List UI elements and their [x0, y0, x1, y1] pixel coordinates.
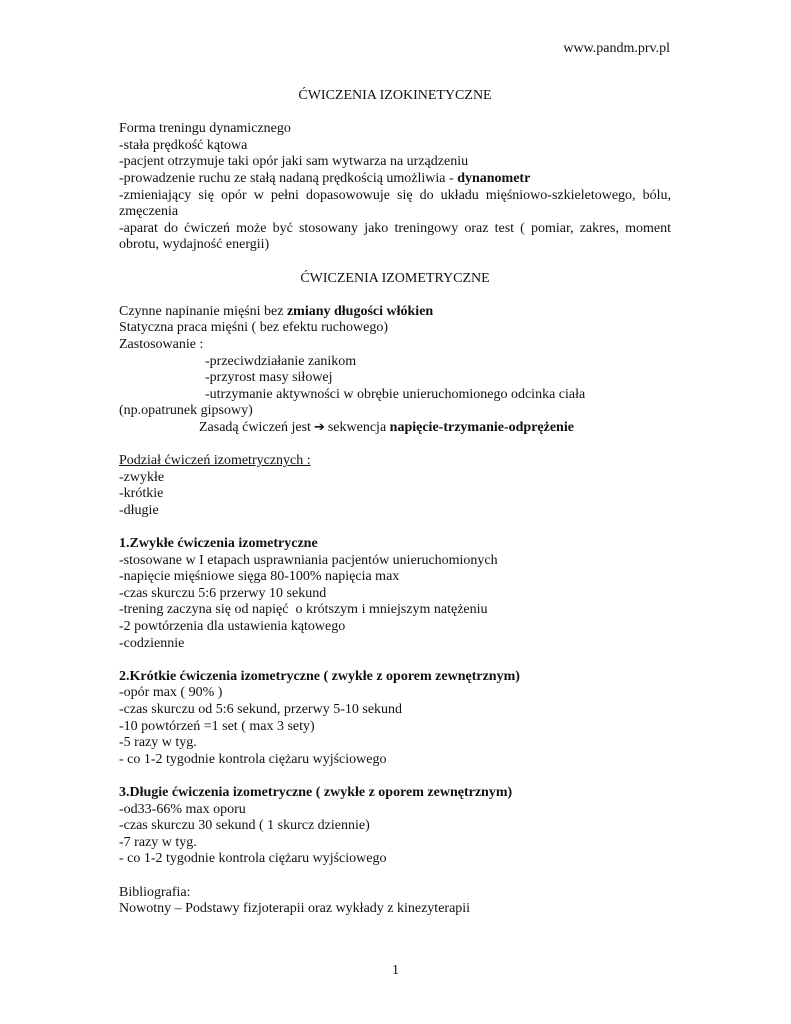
list-item: -stosowane w I etapach usprawniania pacjentów unieruchomionych	[119, 552, 498, 568]
list-item: -od33-66% max oporu	[119, 801, 246, 817]
list-item: - co 1-2 tygodnie kontrola ciężaru wyjściowego	[119, 751, 387, 767]
bold-heading: 3.Długie ćwiczenia izometryczne ( zwykłe z oporem zewnętrznym)	[119, 784, 513, 800]
text-span: Zasadą ćwiczeń jest	[199, 419, 311, 435]
block-title	[119, 785, 671, 802]
list-item: -czas skurczu 30 sekund ( 1 skurcz dziennie)	[119, 818, 370, 834]
header-url: www.pandm.prv.pl	[563, 41, 670, 56]
list-item: -krótkie	[119, 486, 164, 502]
list-item: -5 razy w tyg.	[119, 735, 197, 751]
division-title: Podział ćwiczeń izometrycznych :	[119, 453, 311, 469]
list-item: -czas skurczu od 5:6 sekund, przerwy 5-10 sekund	[119, 701, 403, 717]
text-span: -prowadzenie ruchu ze stałą nadaną prędkością umożliwia -	[119, 170, 458, 186]
use-item: -utrzymanie aktywności w obrębie unieruchomionego odcinka ciała	[205, 386, 586, 402]
text-span: Czynne napinanie mięśni bez	[119, 303, 287, 319]
text-line: Forma treningu dynamicznego	[119, 121, 291, 137]
block-title	[119, 669, 671, 686]
text-line: Zastosowanie :	[119, 336, 204, 352]
bold-heading: 1.Zwykłe ćwiczenia izometryczne	[119, 536, 318, 552]
section-title-izokinetyczne: ĆWICZENIA IZOKINETYCZNE	[298, 88, 492, 103]
list-item: -zwykłe	[119, 469, 165, 485]
rule-line	[119, 420, 671, 437]
bibliography-entry: Nowotny – Podstawy fizjoterapii oraz wykłady z kinezyterapii	[119, 901, 471, 917]
list-item: -długie	[119, 502, 159, 518]
bold-heading: 2.Krótkie ćwiczenia izometryczne ( zwykłe z oporem zewnętrznym)	[119, 668, 520, 684]
list-item: -czas skurczu 5:6 przerwy 10 sekund	[119, 585, 327, 601]
list-item: -trening zaczyna się od napięć o krótszym i mniejszym natężeniu	[119, 602, 488, 618]
block-title	[119, 536, 671, 553]
bold-term: zmiany długości włókien	[286, 303, 434, 319]
text-paragraph: -zmieniający się opór w pełni dopasowowuje się do układu mięśniowo-szkieletowego, bólu, zmęczenia	[119, 187, 671, 220]
list-item: -2 powtórzenia dla ustawienia kątowego	[119, 619, 346, 634]
bibliography-title: Bibliografia:	[119, 884, 191, 900]
document-content	[119, 88, 671, 918]
right-arrow-icon: ➔	[313, 419, 325, 435]
list-item: -opór max ( 90% )	[119, 685, 223, 701]
text-line: Statyczna praca mięśni ( bez efektu ruchowego)	[119, 320, 388, 336]
bold-term: napięcie-trzymanie-odprężenie	[389, 419, 574, 435]
list-item: -10 powtórzeń =1 set ( max 3 sety)	[119, 718, 315, 734]
text-line	[119, 171, 671, 188]
use-item: -przyrost masy siłowej	[205, 370, 333, 386]
bold-term: dynanometr	[457, 170, 531, 186]
use-item: -przeciwdziałanie zanikom	[205, 353, 357, 369]
list-item: -codziennie	[119, 635, 185, 651]
text-line: -pacjent otrzymuje taki opór jaki sam wytwarza na urządzeniu	[119, 154, 469, 170]
list-item: -7 razy w tyg.	[119, 834, 197, 850]
text-line: (np.opatrunek gipsowy)	[119, 403, 253, 419]
page-number: 1	[392, 963, 399, 978]
text-line: -stała prędkość kątowa	[119, 137, 248, 153]
list-item: -napięcie mięśniowe sięga 80-100% napięcia max	[119, 569, 400, 585]
text-paragraph: -aparat do ćwiczeń może być stosowany jako treningowy oraz test ( pomiar, zakres, moment obrotu, wydajność energii)	[119, 220, 671, 253]
section-title-izometryczne: ĆWICZENIA IZOMETRYCZNE	[300, 270, 490, 286]
text-line	[119, 304, 671, 321]
text-span: sekwencja	[327, 419, 387, 435]
list-item: - co 1-2 tygodnie kontrola ciężaru wyjściowego	[119, 851, 387, 867]
